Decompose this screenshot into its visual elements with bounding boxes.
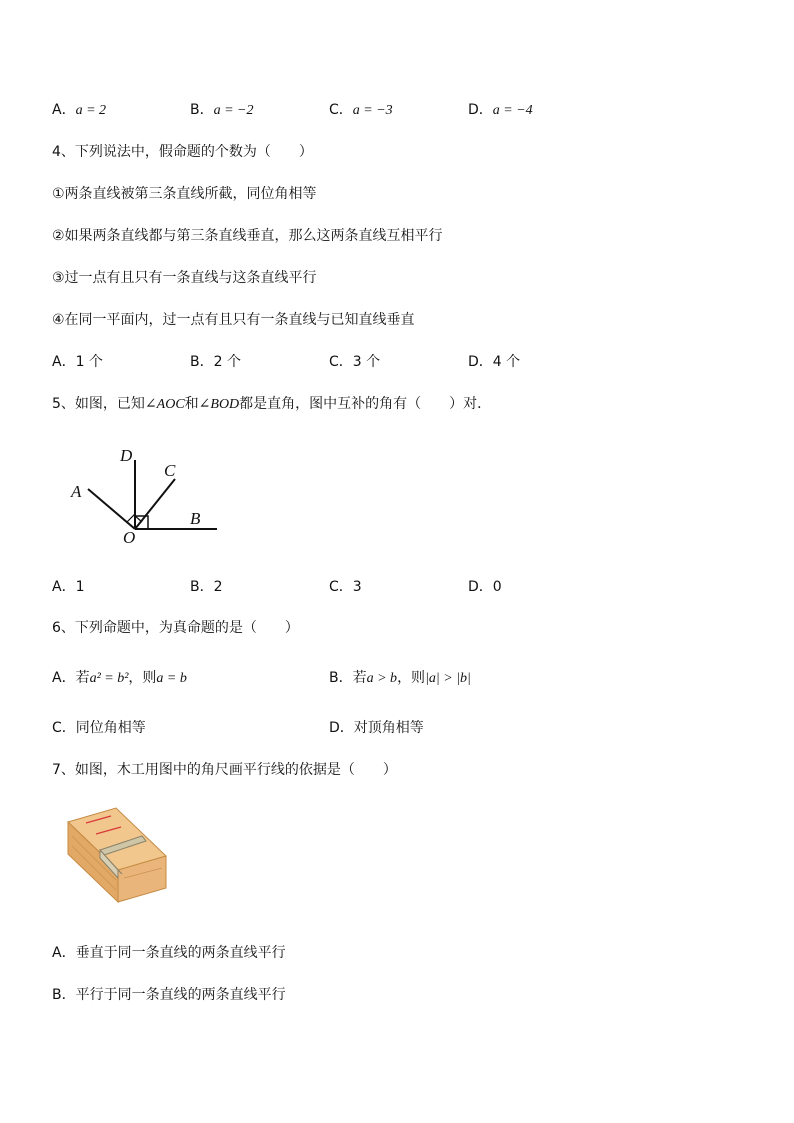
q4-statement-4: ④在同一平面内，过一点有且只有一条直线与已知直线垂直 [52, 312, 415, 328]
q6-option-b [329, 669, 471, 688]
carpenter-square-wood-image [66, 806, 186, 906]
q4-statement-1: ①两条直线被第三条直线所截，同位角相等 [52, 186, 317, 202]
option-expr: a = −2 [213, 103, 254, 118]
q5-option-b: B．2 [190, 579, 223, 595]
q5-option-d: D．0 [468, 579, 502, 595]
q4-option-c: C．3 个 [329, 354, 381, 370]
label-b: B [190, 509, 201, 528]
option-letter: A． [52, 102, 76, 118]
option-condition: a² = b² [89, 671, 129, 686]
option-conclusion: a = b [156, 671, 187, 686]
q5-stem-mid: 和 [184, 396, 199, 412]
option-letter: B． [190, 102, 214, 118]
q3-option-c [329, 101, 393, 120]
q6-stem: 6、下列命题中，为真命题的是（ ） [52, 620, 299, 636]
q7-option-b: B．平行于同一条直线的两条直线平行 [52, 987, 286, 1003]
option-prefix: B．若 [329, 670, 367, 686]
option-letter: D． [468, 102, 493, 118]
q4-stem: 4、下列说法中，假命题的个数为（ ） [52, 144, 313, 160]
ray-oa [88, 489, 135, 529]
q3-option-b [190, 101, 254, 120]
q6-option-d: D．对顶角相等 [329, 720, 424, 736]
option-mid: ，则 [128, 670, 157, 686]
q5-option-c: C．3 [329, 579, 362, 595]
q5-stem-suffix: 都是直角，图中互补的角有（ ）对． [239, 396, 492, 412]
option-conclusion: |a| > |b| [425, 671, 471, 686]
q7-option-a: A．垂直于同一条直线的两条直线平行 [52, 945, 286, 961]
q6-option-c: C．同位角相等 [52, 720, 146, 736]
label-d: D [120, 446, 133, 465]
q4-statement-3: ③过一点有且只有一条直线与这条直线平行 [52, 270, 317, 286]
option-mid: ，则 [397, 670, 426, 686]
label-o: O [123, 528, 136, 547]
label-c: C [164, 461, 176, 480]
q7-stem: 7、如图，木工用图中的角尺画平行线的依据是（ ） [52, 762, 397, 778]
q5-option-a: A．1 [52, 579, 85, 595]
label-a: A [71, 482, 82, 501]
q4-option-d: D．4 个 [468, 354, 521, 370]
q5-angle-aoc: ∠AOC [144, 397, 185, 412]
option-expr: a = −4 [492, 103, 533, 118]
option-prefix: A．若 [52, 670, 90, 686]
q4-option-a: A．1 个 [52, 354, 103, 370]
q3-option-d [468, 101, 533, 120]
option-letter: C． [329, 102, 353, 118]
q4-statement-2: ②如果两条直线都与第三条直线垂直，那么这两条直线互相平行 [52, 228, 443, 244]
q3-option-a [52, 101, 106, 120]
q4-option-b: B．2 个 [190, 354, 241, 370]
q5-angle-figure [60, 440, 240, 550]
q6-option-a [52, 669, 187, 688]
option-condition: a > b [366, 671, 398, 686]
q5-stem-prefix: 5、如图，已知 [52, 396, 145, 412]
q5-stem [52, 395, 491, 414]
option-expr: a = 2 [75, 103, 107, 118]
option-expr: a = −3 [352, 103, 393, 118]
q5-angle-bod: ∠BOD [198, 397, 240, 412]
